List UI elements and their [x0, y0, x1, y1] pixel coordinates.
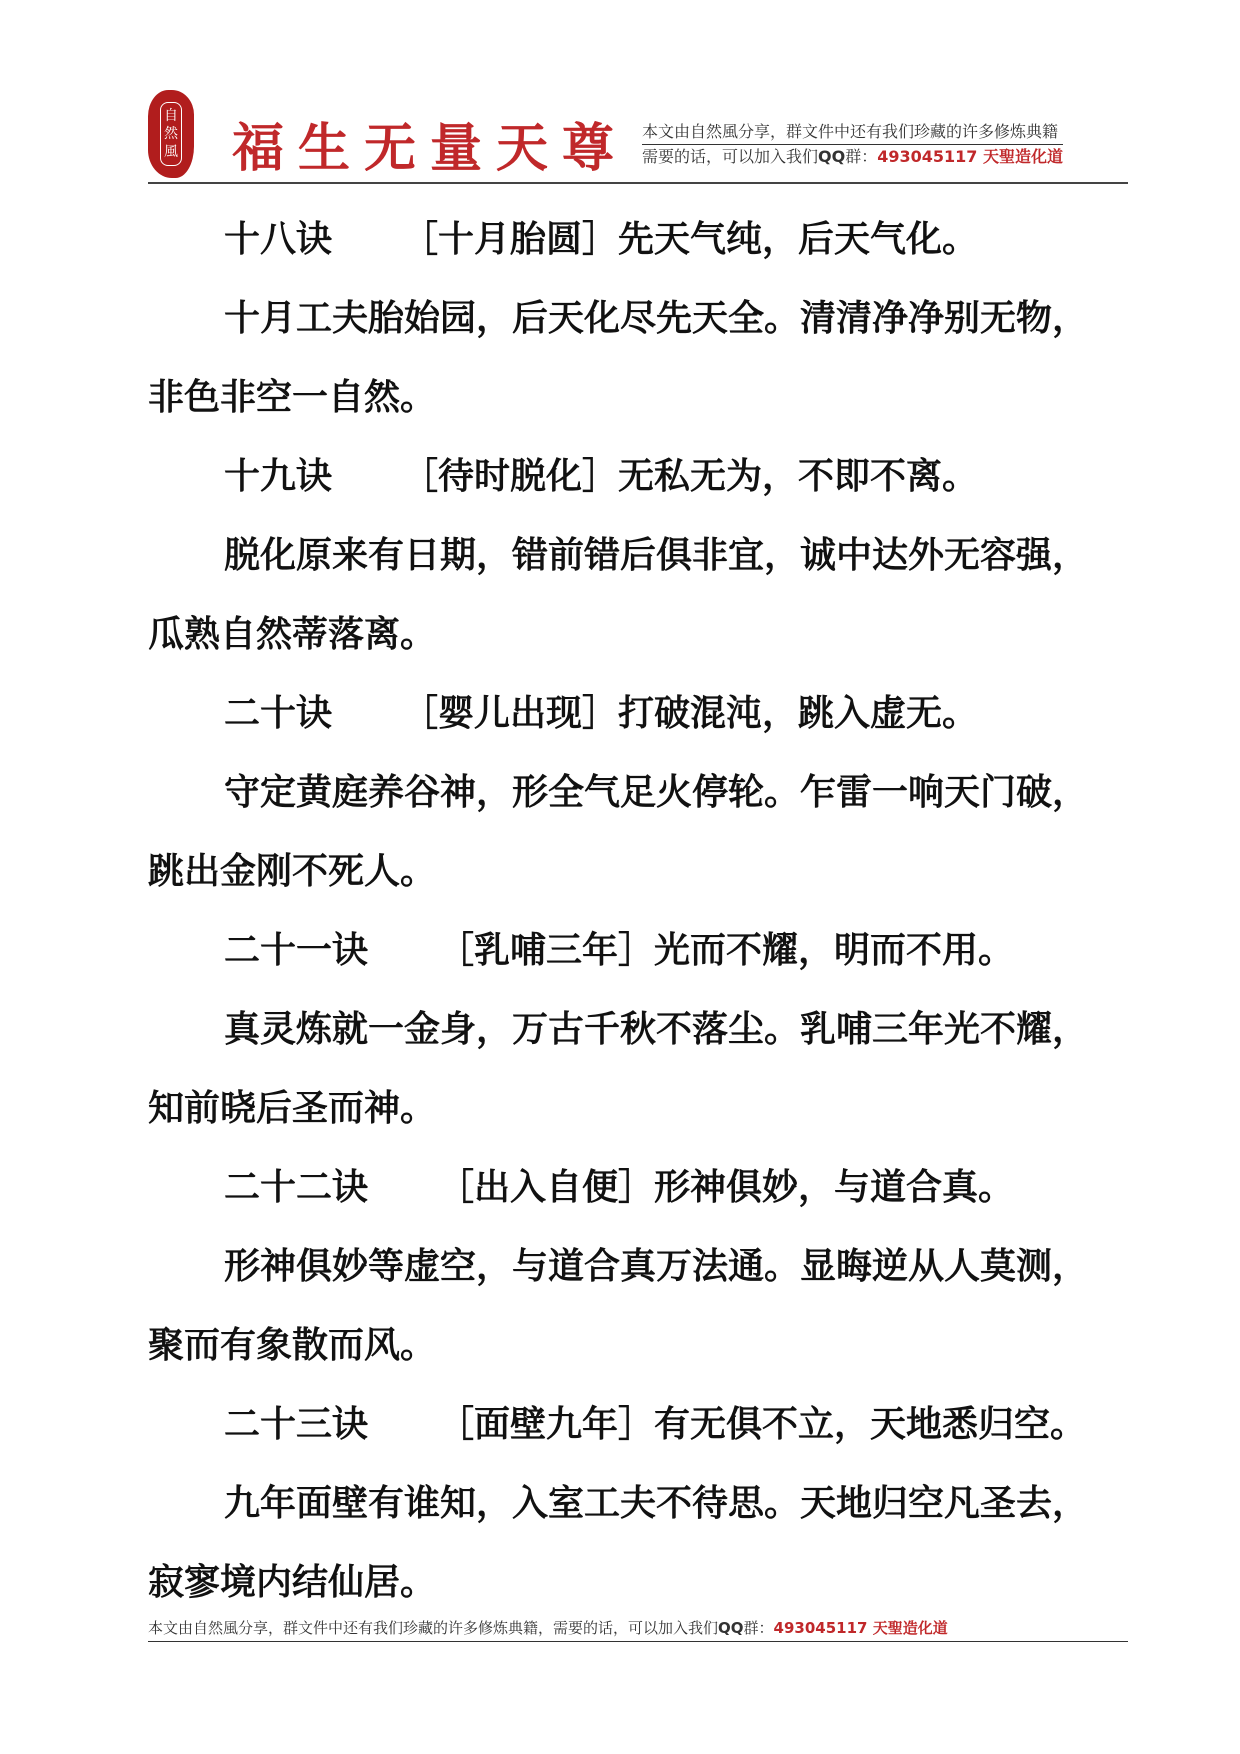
page-footer	[148, 1617, 1128, 1642]
verse-line-continued: 瓜熟自然蒂落离。	[148, 614, 437, 655]
section-heading-19	[148, 437, 1128, 516]
verse-line: 真灵炼就一金身，万古千秋不落尘。乳哺三年光不耀，	[224, 1009, 1089, 1050]
section-heading-21	[148, 911, 1128, 990]
verse-line-continued: 寂寥境内结仙居。	[148, 1562, 437, 1603]
footer-qq-label: QQ	[718, 1619, 744, 1637]
header-qq-number: 493045117 天聖造化道	[877, 147, 1064, 166]
verse-line: 九年面壁有谁知，入室工夫不待思。天地归空凡圣去，	[224, 1483, 1089, 1524]
section-heading-18	[148, 200, 1128, 279]
header-note-prefix: 需要的话，可以加入我们	[642, 147, 819, 166]
header-qq-suffix: 群：	[845, 147, 878, 166]
heading-text: ［乳哺三年］光而不耀，明而不用。	[438, 930, 1015, 971]
footer-qq-number: 493045117 天聖造化道	[773, 1619, 948, 1637]
heading-title: 二十诀	[224, 693, 333, 734]
verse-line: 脱化原来有日期，错前错后俱非宜，诚中达外无容强，	[224, 535, 1089, 576]
verse-line: 形神俱妙等虚空，与道合真万法通。显晦逆从人莫测，	[224, 1246, 1089, 1287]
heading-text: ［出入自便］形神俱妙，与道合真。	[438, 1167, 1015, 1208]
section-heading-20	[148, 674, 1128, 753]
seal-char-2: 然	[164, 126, 178, 142]
heading-text: ［面壁九年］有无俱不立，天地悉归空。	[438, 1404, 1087, 1445]
section-heading-23	[148, 1385, 1128, 1464]
header-note-line1: 本文由自然風分享，群文件中还有我们珍藏的许多修炼典籍	[642, 120, 1063, 145]
verse-line: 守定黄庭养谷神，形全气足火停轮。乍雷一响天门破，	[224, 772, 1089, 813]
verse-line: 十月工夫胎始园，后天化尽先天全。清清净净别无物，	[224, 298, 1089, 339]
seal-frame	[160, 102, 182, 166]
header-note	[642, 120, 1063, 169]
heading-text: ［婴儿出现］打破混沌，跳入虚无。	[402, 693, 979, 734]
verse-line-continued: 非色非空一自然。	[148, 377, 437, 418]
verse-line-continued: 跳出金刚不死人。	[148, 851, 437, 892]
header-divider	[148, 182, 1128, 184]
page-header	[148, 84, 1128, 184]
heading-title: 十九诀	[224, 456, 333, 497]
header-qq-label: QQ	[818, 147, 846, 166]
verse-line-continued: 知前晓后圣而神。	[148, 1088, 437, 1129]
heading-text: ［十月胎圆］先天气纯，后天气化。	[402, 219, 979, 260]
footer-qq-suffix: 群：	[743, 1619, 774, 1637]
seal-char-1: 自	[164, 108, 178, 124]
footer-text: 本文由自然風分享，群文件中还有我们珍藏的许多修炼典籍，需要的话，可以加入我们	[148, 1619, 719, 1637]
document-body	[148, 200, 1128, 1622]
heading-title: 十八诀	[224, 219, 333, 260]
heading-title: 二十二诀	[224, 1167, 369, 1208]
verse-line-continued: 聚而有象散而风。	[148, 1325, 437, 1366]
heading-title: 二十一诀	[224, 930, 369, 971]
heading-title: 二十三诀	[224, 1404, 369, 1445]
section-heading-22	[148, 1148, 1128, 1227]
seal-logo	[148, 90, 194, 178]
header-note-line2	[642, 145, 1063, 169]
heading-text: ［待时脱化］无私无为，不即不离。	[402, 456, 979, 497]
seal-char-3: 風	[164, 144, 178, 160]
brand-title: 福生无量天尊	[232, 118, 629, 179]
